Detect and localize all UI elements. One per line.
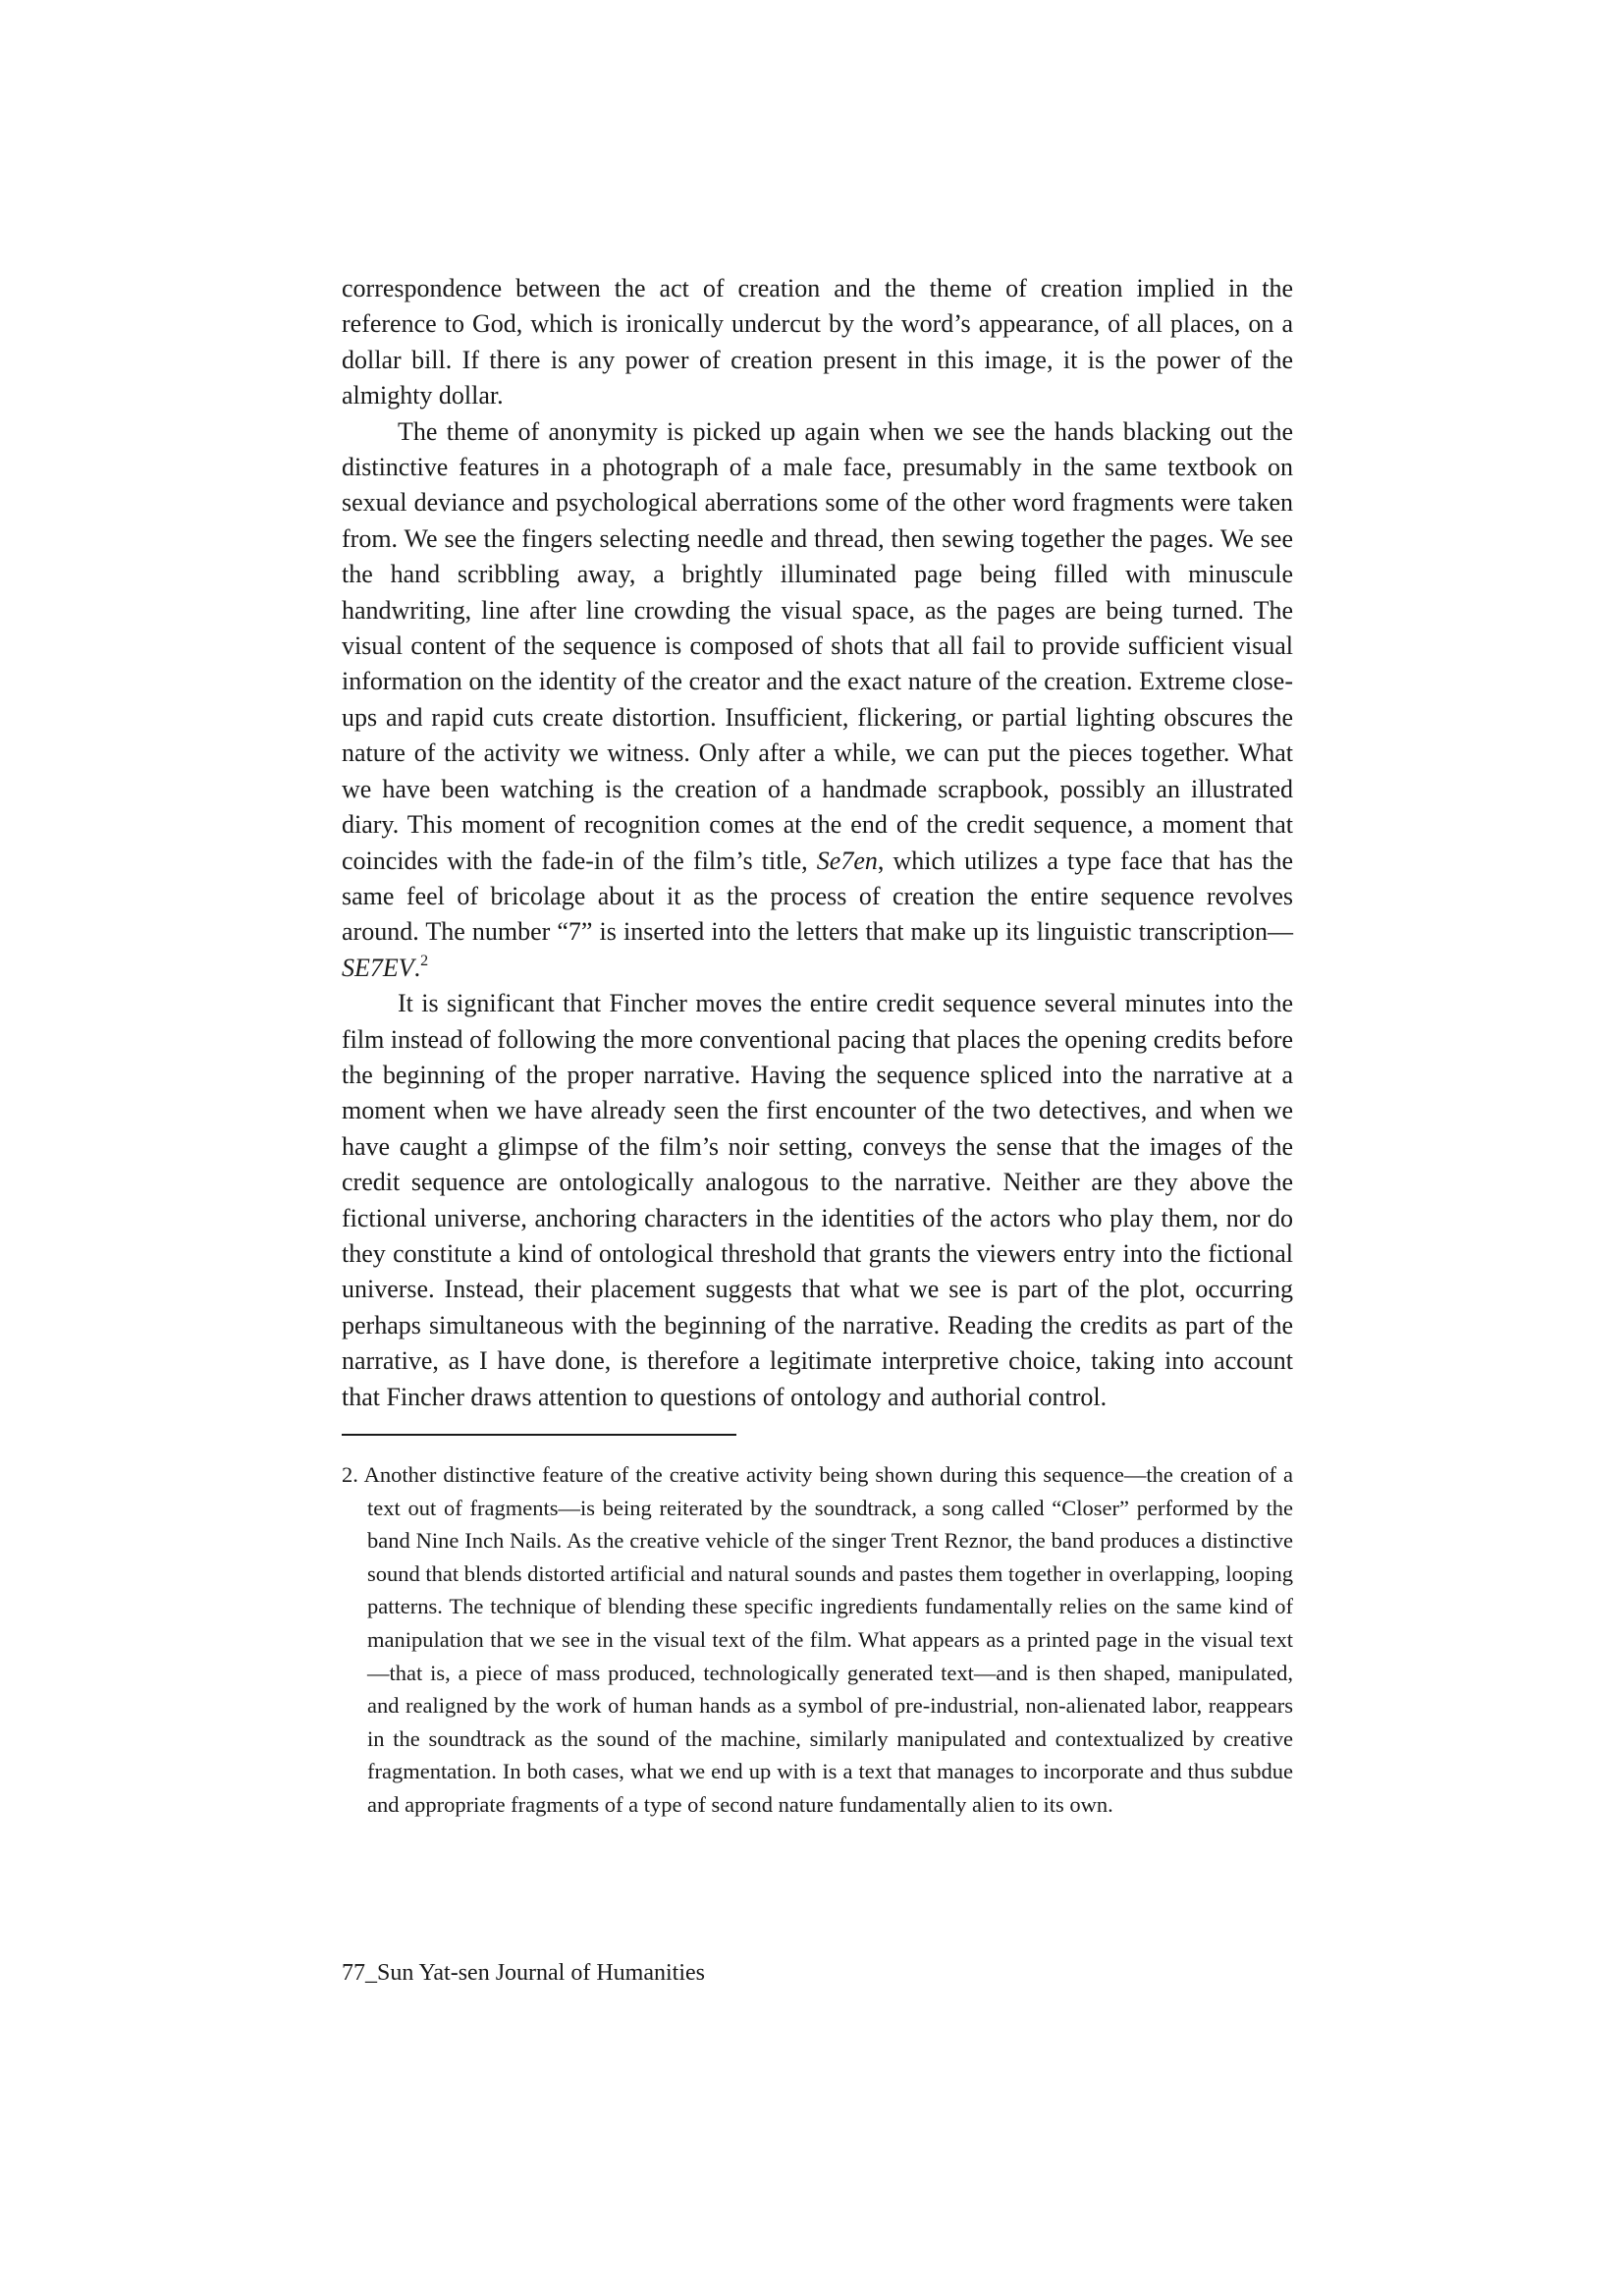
paragraph-1: correspondence between the act of creation and the theme of creation implied in the reference to God, which is ironically undercut by the word’s appearance, of all places, on a dollar bill. If there is any power of creation present in this image, it is the power of the almighty dollar. xyxy=(342,274,1293,410)
paragraph-2-text-a: The theme of anonymity is picked up again when we see the hands blacking out the distinctive features in a photograph of a male face, presumably in the same textbook on sexual deviance and psychological aberrations some of the other word fragments were taken from. We see the fingers selecting needle and thread, then sewing together the pages. We see the hand scribbling away, a brightly illuminated page being filled with minuscule handwriting, line after line crowding the visual space, as the pages are being turned. The visual content of the sequence is composed of shots that all fail to provide sufficient visual information on the identity of the creator and the exact nature of the creation. Extreme close-ups and rapid cuts create distortion. Insufficient, flickering, or partial lighting obscures the nature of the activity we witness. Only after a while, we can put the pieces together. What we have been watching is the creation of a handmade scrapbook, possibly an illustrated diary. This moment of recognition comes at the end of the credit sequence, a moment that coincides with the fade-in of the film’s title, xyxy=(342,416,1293,875)
footnote-text: Another distinctive feature of the creative activity being shown during this sequence—the creation of a text out of fragments—is being reiterated by the soundtrack, a song called “Closer” performed by the band Nine Inch Nails. As the creative vehicle of the singer Trent Reznor, the band produces a distinctive sound that blends distorted artificial and natural sounds and pastes them together in overlapping, looping patterns. The technique of blending these specific ingredients fundamentally relies on the same kind of manipulation that we see in the visual text of the film. What appears as a printed page in the visual text—that is, a piece of mass produced, technologically generated text—and is then shaped, manipulated, and realigned by the work of human hands as a symbol of pre-industrial, non-alienated labor, reappears in the soundtrack as the sound of the machine, similarly manipulated and contextualized by creative fragmentation. In both cases, what we end up with is a text that manages to incorporate and thus subdue and appropriate fragments of a type of second nature fundamentally alien to its own. xyxy=(363,1462,1293,1817)
paragraph-2 xyxy=(342,414,1293,987)
running-footer: 77_Sun Yat-sen Journal of Humanities xyxy=(342,1960,705,1986)
footnote-number: 2. xyxy=(342,1462,358,1487)
page-content xyxy=(342,271,1293,1822)
film-title: Se7en xyxy=(816,846,878,875)
footnote-reference[interactable]: 2 xyxy=(420,952,429,969)
paragraph-3: It is significant that Fincher moves the entire credit sequence several minutes into the film instead of following the more conventional pacing that places the opening credits before the beginning of the proper narrative. Having the sequence spliced into the narrative at a moment when we have already seen the first encounter of the two detectives, and when we have caught a glimpse of the film’s noir setting, conveys the sense that the images of the credit sequence are ontologically analogous to the narrative. Neither are they above the fictional universe, anchoring characters in the identities of the actors who play them, nor do they constitute a kind of ontological threshold that grants the viewers entry into the fictional universe. Instead, their placement suggests that what we see is part of the plot, occurring perhaps simultaneous with the beginning of the narrative. Reading the credits as part of the narrative, as I have done, is therefore a legitimate interpretive choice, taking into account that Fincher draws attention to questions of ontology and authorial control. xyxy=(342,989,1293,1411)
body-text xyxy=(342,271,1293,1415)
title-transcription: SE7EV xyxy=(342,953,414,982)
footnote-rule xyxy=(342,1434,736,1436)
paragraph-2-text-b: , which utilizes a type face that has the same feel of bricolage about it as the process of creation the entire sequence revolves around. The number “7” is inserted into the letters that make up its linguistic transcription— xyxy=(342,846,1293,947)
paragraph-2-text-c: . xyxy=(413,953,421,982)
footnote-2 xyxy=(342,1458,1293,1822)
